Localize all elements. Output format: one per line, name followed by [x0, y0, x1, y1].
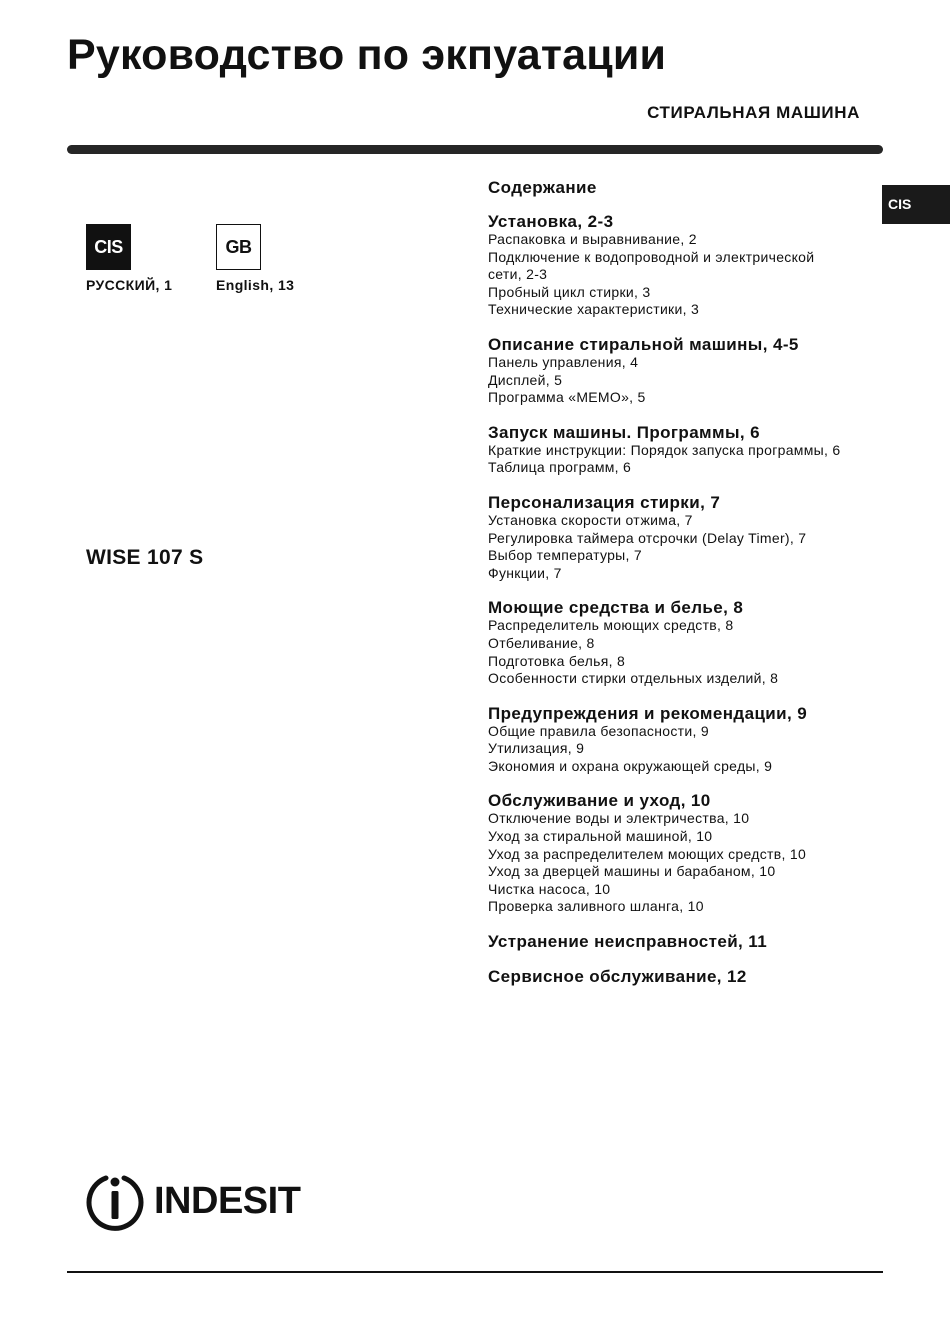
toc-section-heading: Обслуживание и уход, 10: [488, 791, 711, 811]
toc-section-heading: Запуск машины. Программы, 6: [488, 422, 761, 442]
toc-entry: Дисплей, 5: [488, 371, 563, 388]
toc-section: [488, 598, 873, 687]
toc-section-heading: Описание стиральной машины, 4-5: [488, 334, 799, 354]
toc-entry: Экономия и охрана окружающей среды, 9: [488, 757, 773, 774]
toc-entry: Краткие инструкции: Порядок запуска программы, 6: [488, 441, 841, 458]
toc-entry: Пробный цикл стирки, 3: [488, 283, 651, 300]
toc-entry: Общие правила безопасности, 9: [488, 722, 709, 739]
toc-entry: Программа «MEMO», 5: [488, 389, 646, 406]
toc-entry: Утилизация, 9: [488, 740, 585, 757]
toc-section: [488, 791, 873, 916]
language-code-badge: CIS: [86, 224, 131, 270]
toc-entry: Особенности стирки отдельных изделий, 8: [488, 670, 779, 687]
toc-section: [488, 704, 873, 776]
toc-entry: Проверка заливного шланга, 10: [488, 898, 704, 915]
toc-entry: сети, 2-3: [488, 266, 548, 283]
model-name: WISE 107 S: [86, 546, 204, 569]
toc-section: [488, 423, 873, 477]
toc-section-heading: Моющие средства и белье, 8: [488, 598, 744, 618]
toc-entry: Распаковка и выравнивание, 2: [488, 231, 697, 247]
document-title: Руководство по экпуатации: [67, 31, 667, 79]
toc-entry: Подготовка белья, 8: [488, 652, 626, 669]
toc-title: Содержание: [488, 178, 597, 197]
toc-section: [488, 212, 873, 319]
toc-entry: Чистка насоса, 10: [488, 880, 611, 897]
toc-entry: Распределитель моющих средств, 8: [488, 617, 734, 634]
toc-section-heading: Сервисное обслуживание, 12: [488, 967, 747, 987]
toc-entry: Таблица программ, 6: [488, 459, 632, 476]
toc-section: [488, 335, 873, 407]
toc-section-heading: Персонализация стирки, 7: [488, 492, 721, 512]
toc-section: [488, 932, 873, 951]
indesit-i-logo-icon: [84, 1170, 146, 1232]
toc-entry: Регулировка таймера отсрочки (Delay Timer), 7: [488, 529, 807, 546]
toc-entry: Технические характеристики, 3: [488, 301, 700, 318]
side-language-tab: CIS: [882, 185, 950, 224]
table-of-contents: [488, 178, 873, 1002]
language-label: English, 13: [216, 277, 295, 293]
toc-entry: Подключение к водопроводной и электрической: [488, 248, 815, 265]
brand-wordmark: INDESIT: [154, 1180, 301, 1222]
toc-entry: Отбеливание, 8: [488, 634, 595, 651]
toc-entry: Уход за стиральной машиной, 10: [488, 828, 713, 845]
toc-section-heading: Установка, 2-3: [488, 212, 614, 231]
toc-entry: Отключение воды и электричества, 10: [488, 810, 750, 827]
toc-entry: Установка скорости отжима, 7: [488, 511, 693, 528]
language-label: РУССКИЙ, 1: [86, 277, 173, 293]
document-subtitle: СТИРАЛЬНАЯ МАШИНА: [647, 103, 860, 122]
toc-sections: [488, 212, 873, 986]
toc-entry: Панель управления, 4: [488, 353, 639, 370]
language-gb: [216, 224, 294, 293]
toc-section: [488, 967, 873, 986]
language-code-badge: GB: [216, 224, 261, 270]
toc-section-heading: Предупреждения и рекомендации, 9: [488, 703, 808, 723]
toc-entry: Функции, 7: [488, 564, 562, 581]
toc-section-heading: Устранение неисправностей, 11: [488, 932, 768, 952]
indesit-logo: [84, 1170, 300, 1232]
language-cis: [86, 224, 172, 293]
toc-entry: Уход за дверцей машины и барабаном, 10: [488, 863, 776, 880]
bottom-divider: [67, 1271, 883, 1273]
toc-entry: Уход за распределителем моющих средств, 10: [488, 845, 807, 862]
toc-section: [488, 493, 873, 582]
toc-entry: Выбор температуры, 7: [488, 547, 643, 564]
top-divider: [67, 145, 883, 154]
